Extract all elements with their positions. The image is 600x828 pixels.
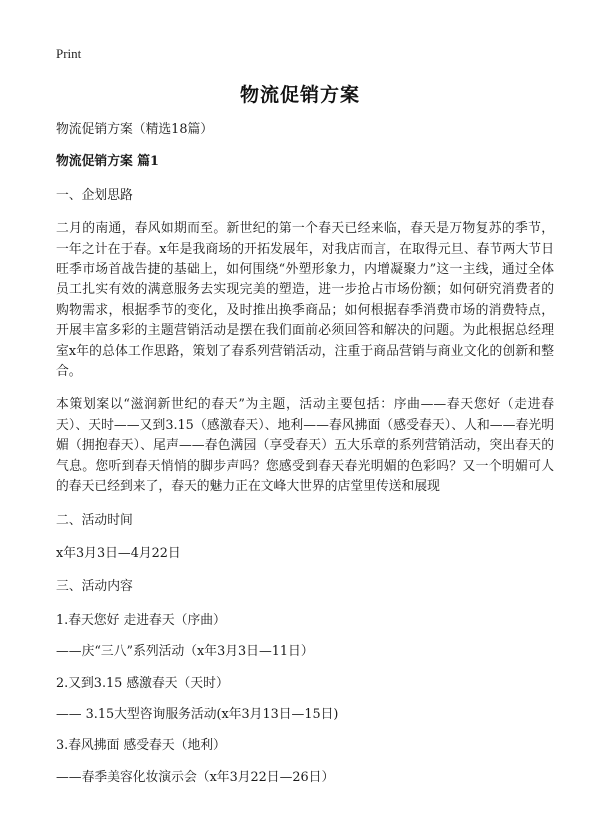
- activity-item-2-detail: —— 3.15大型咨询服务活动(x年3月13日—15日): [56, 706, 339, 722]
- activity-item-1: 1.春天您好 走进春天（序曲）: [56, 612, 226, 628]
- paragraph-theme: 本策划案以“滋润新世纪的春天”为主题，活动主要包括：序曲——春天您好（走进春天）、天时——又到3.15（感激春天）、地利——春风拂面（感受春天）、人和——春光明媚（拥抱春天）、尾声——春色满园（享受春天）五大乐章的系列营销活动，突出春天的气息。您听到春天悄悄的脚步声吗？您感受到春天春光明媚的色彩吗？又一个明媚可人的春天已经到来了，春天的魅力正在文峰大世界的店堂里传送和展现: [56, 397, 554, 495]
- print-label: Print: [56, 46, 82, 61]
- activity-date-range: x年3月3日—4月22日: [56, 545, 181, 561]
- heading-planning-ideas: 一、企划思路: [56, 187, 133, 203]
- document-body: [56, 120, 554, 799]
- heading-activity-time: 二、活动时间: [56, 512, 133, 528]
- heading-activity-content: 三、活动内容: [56, 579, 133, 595]
- document-subtitle: 物流促销方案（精选18篇）: [56, 122, 214, 137]
- paragraph-intro: 二月的南通，春风如期而至。新世纪的第一个春天已经来临，春天是万物复苏的季节，一年之计在于春。x年是我商场的开拓发展年，对我店而言，在取得元旦、春节两大节日旺季市场首战告捷的基础上，如何围绕“外塑形象力，内增凝聚力”这一主线，通过全体员工扎实有效的满意服务去实现完美的塑造，进一步抢占市场份额；如何研究消费者的购物需求，根据季节的变化，及时推出换季商品；如何根据春季消费市场的消费特点，开展丰富多彩的主题营销活动是摆在我们面前必须回答和解决的问题。为此根据总经理室x年的总体工作思路，策划了春系列营销活动，注重于商品营销与商业文化的创新和整合。: [56, 221, 554, 380]
- activity-item-1-detail: ——庆“三八”系列活动（x年3月3日—11日）: [56, 644, 314, 660]
- activity-item-2: 2.又到3.15 感激春天（天时）: [56, 675, 229, 691]
- page-title: 物流促销方案: [239, 84, 360, 106]
- activity-item-3: 3.春风拂面 感受春天（地利）: [56, 738, 226, 754]
- section-title: 物流促销方案 篇1: [56, 154, 159, 170]
- activity-item-3-detail: ——春季美容化妆演示会（x年3月22日—26日）: [56, 769, 335, 785]
